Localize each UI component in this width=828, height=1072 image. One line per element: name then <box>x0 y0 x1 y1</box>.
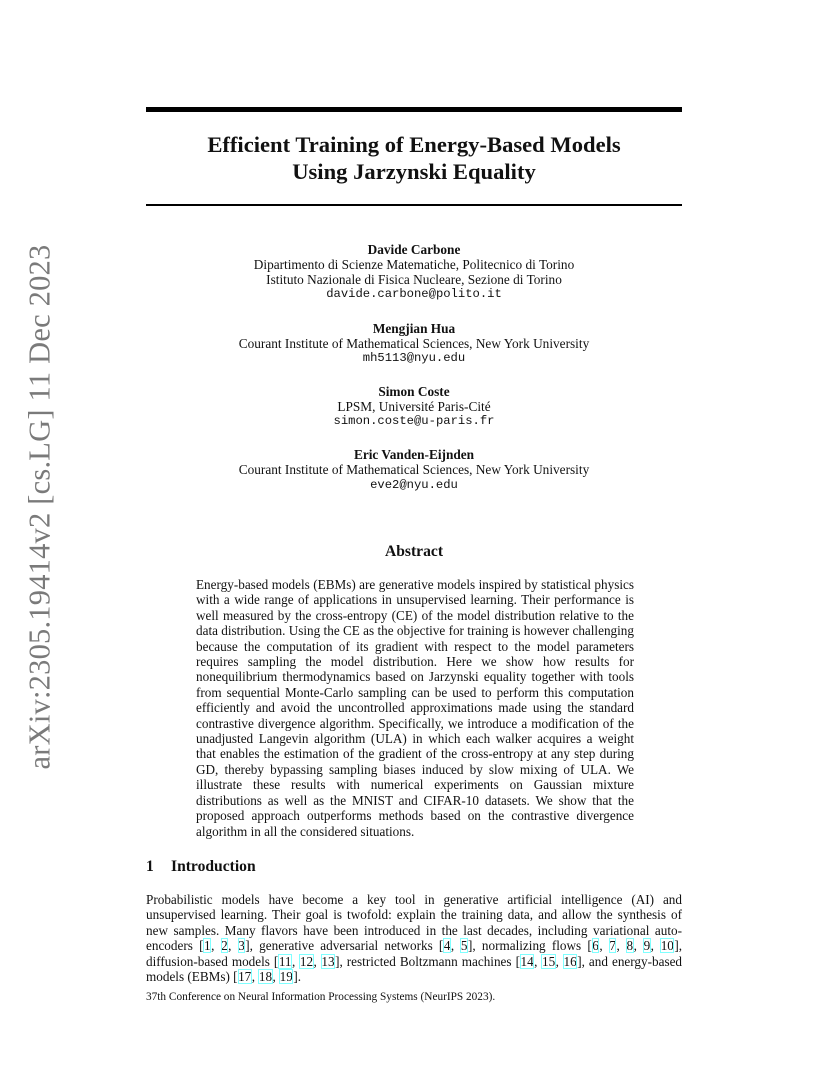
title-top-rule <box>146 107 682 112</box>
author-block <box>146 384 682 429</box>
citation-link[interactable]: 17 <box>238 969 252 985</box>
intro-text: ]. <box>293 969 302 985</box>
conference-footnote: 37th Conference on Neural Information Processing Systems (NeurIPS 2023). <box>146 991 496 1003</box>
citation-link[interactable]: 11 <box>278 953 292 969</box>
intro-text: ], normalizing flows [ <box>468 938 592 954</box>
section-title: Introduction <box>171 858 256 875</box>
author-affiliation: LPSM, Université Paris-Cité <box>337 399 491 415</box>
author-email[interactable]: simon.coste@u-paris.fr <box>333 414 495 429</box>
author-name: Davide Carbone <box>367 242 461 257</box>
author-affiliation: Istituto Nazionale di Fisica Nucleare, Sezione di Torino <box>266 272 562 288</box>
citation-link[interactable]: 14 <box>520 953 534 969</box>
author-affiliation: Dipartimento di Scienze Matematiche, Politecnico di Torino <box>253 257 575 272</box>
introduction-paragraph: Probabilistic models have become a key tool in generative artificial intelligence (AI) and unsupervised learning. Their goal is twofold: explain the training data, and allow the synthesis of new samples. Many flavors have been introduced in the last decades, including variational auto-encoders [1, 2, 3], generative adversarial networks [4, 5], normalizing flows [6, 7, 8, 9, 10], diffusion-based models [11, 12, 13], restricted Boltzmann machines [14, 15, 16], and energy-based models (EBMs) [17, 18, 19]. <box>146 892 683 985</box>
citation-link[interactable]: 16 <box>563 953 577 969</box>
citation-link[interactable]: 10 <box>660 938 674 954</box>
title-bottom-rule <box>146 204 682 206</box>
author-email[interactable]: mh5113@nyu.edu <box>362 350 466 365</box>
author-block <box>146 321 682 366</box>
intro-text: ], and energy-based models (EBMs) [ <box>146 953 683 985</box>
citation-link[interactable]: 2 <box>221 938 228 954</box>
section-number: 1 <box>146 858 154 875</box>
citation-link[interactable]: 19 <box>279 969 293 985</box>
citation-link[interactable]: 9 <box>643 938 651 954</box>
author-email[interactable]: davide.carbone@polito.it <box>326 287 502 302</box>
citation-link[interactable]: 1 <box>203 938 211 954</box>
author-list <box>146 242 682 493</box>
author-block <box>146 447 682 492</box>
author-email[interactable]: eve2@nyu.edu <box>370 477 458 492</box>
citation-link[interactable]: 4 <box>443 938 451 954</box>
citation-link[interactable]: 5 <box>460 938 468 954</box>
citation-link[interactable]: 3 <box>238 938 245 954</box>
intro-text: ], generative adversarial networks [ <box>245 938 444 954</box>
author-name: Simon Coste <box>378 384 450 400</box>
paper-title <box>146 131 682 185</box>
section-heading-introduction <box>146 858 682 876</box>
author-block <box>146 242 682 303</box>
author-name: Eric Vanden-Eijnden <box>353 447 475 463</box>
citation-link[interactable]: 8 <box>626 938 634 954</box>
citation-link[interactable]: 12 <box>299 953 314 969</box>
citation-link[interactable]: 15 <box>541 953 556 969</box>
citation-link[interactable]: 13 <box>321 953 335 969</box>
citation-link[interactable]: 6 <box>592 938 599 954</box>
intro-text: Probabilistic models have become a key tool in generative artificial intelligence (AI) and unsupervised learning. Their goal is twofold: explain the training data, and allow the synthesis of new samples. Many flavors have been introduced in the last decades, including variational auto-encoders [ <box>146 892 682 954</box>
abstract-heading: Abstract <box>384 543 444 560</box>
author-affiliation: Courant Institute of Mathematical Sciences, New York University <box>238 335 590 351</box>
citation-link[interactable]: 18 <box>258 969 273 985</box>
abstract-text: Energy-based models (EBMs) are generative models inspired by statistical physics with a wide range of applications in unsupervised learning. Their performance is well measured by the cross-entropy (CE) of the model distribution relative to the data distribution. Using the CE as the objective for training is however challenging because the computation of its gradient with respect to the model parameters requires sampling the model distribution. Here we show how results for nonequilibrium thermodynamics based on Jarzynski equality together with tools from sequential Monte-Carlo sampling can be used to perform this computation efficiently and avoid the uncontrolled approximations made using the standard contrastive divergence algorithm. Specifically, we introduce a modification of the unadjusted Langevin algorithm (ULA) in which each walker acquires a weight that enables the estimation of the gradient of the cross-entropy at any step during GD, thereby bypassing sampling biases induced by slow mixing of ULA. We illustrate these results with numerical experiments on Gaussian mixture distributions as well as the MNIST and CIFAR-10 datasets. We show that the proposed approach outperforms methods based on the contrastive divergence algorithm in all the considered situations. <box>196 577 634 839</box>
author-name: Mengjian Hua <box>372 320 456 336</box>
title-line-2: Using Jarzynski Equality <box>292 159 536 184</box>
author-affiliation: Courant Institute of Mathematical Sciences, New York University <box>238 462 590 478</box>
intro-text: ], restricted Boltzmann machines [ <box>335 953 520 969</box>
title-line-1: Efficient Training of Energy-Based Models <box>207 132 621 157</box>
arxiv-identifier-stamp: arXiv:2305.19414v2 [cs.LG] 11 Dec 2023 <box>22 244 57 770</box>
citation-link[interactable]: 7 <box>609 938 616 954</box>
intro-text: ], diffusion-based models [ <box>146 938 683 969</box>
